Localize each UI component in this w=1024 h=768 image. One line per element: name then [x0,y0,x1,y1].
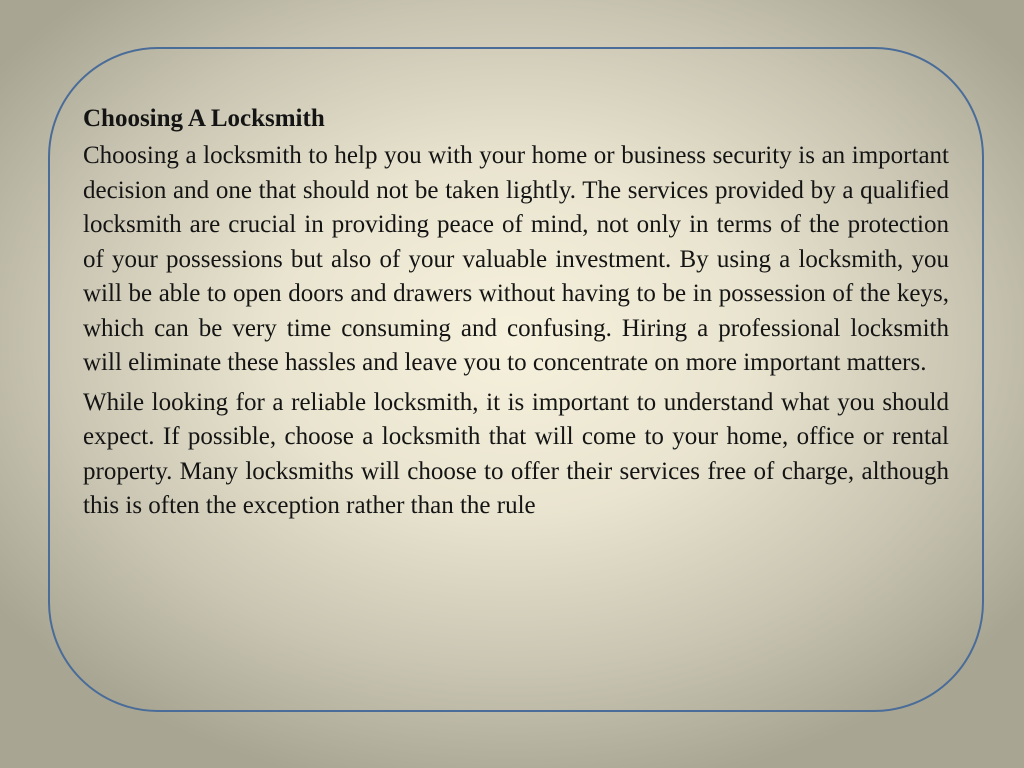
paragraph-2: While looking for a reliable locksmith, it is important to understand what you should expect. If possible, choose a locksmith that will come to your home, office or rental property. Many locksmiths will choose to offer their services free of charge, although this is often the exception rather than the rule [83,388,949,519]
paragraph-1: Choosing a locksmith to help you with your home or business security is an important decision and one that should not be taken lightly. The services provided by a qualified locksmith are crucial in providing peace of mind, not only in terms of the protection of your possessions but also of your valuable investment. By using a locksmith, you will be able to open doors and drawers without having to be in possession of the keys, which can be very time consuming and confusing. Hiring a professional locksmith will eliminate these hassles and leave you to concentrate on more important matters. [83,142,949,376]
text-content [83,102,949,529]
slide-title: Choosing A Locksmith [83,105,325,132]
